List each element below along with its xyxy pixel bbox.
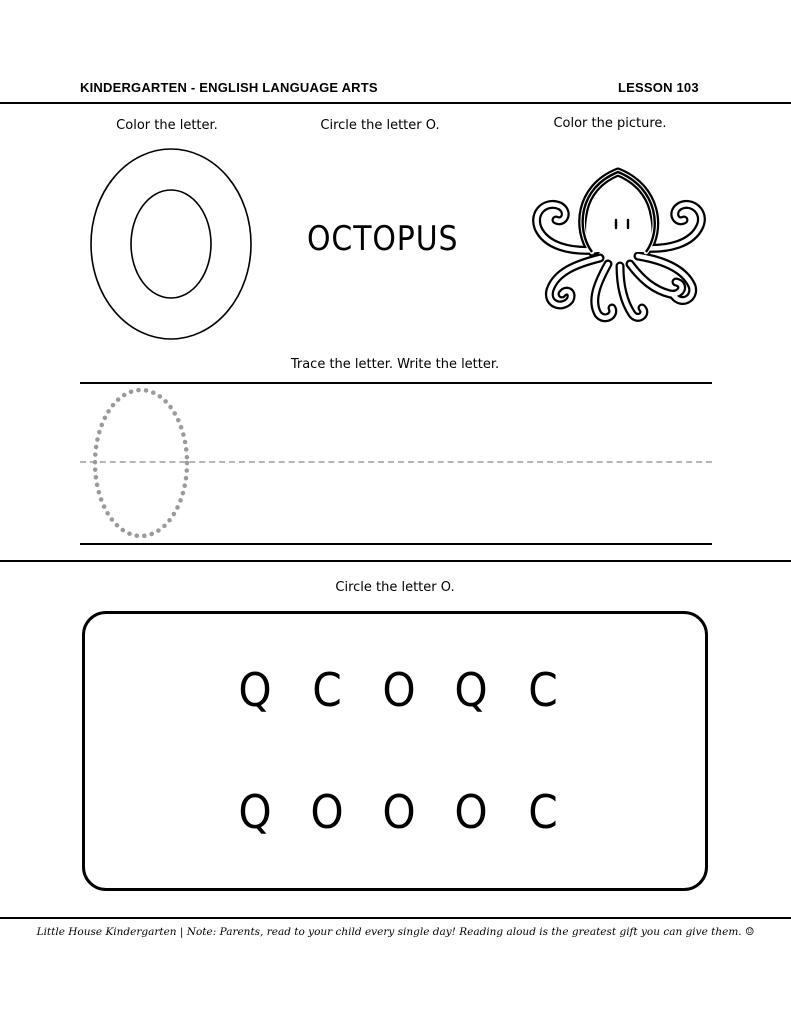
letter-row-1 <box>220 663 578 717</box>
trace-write-instruction: Trace the letter. Write the letter. <box>290 357 500 372</box>
letter-choice[interactable]: Q <box>238 663 272 717</box>
letter-choice[interactable]: O <box>310 785 344 839</box>
section-divider <box>0 560 791 562</box>
letter-choice[interactable]: C <box>528 785 558 839</box>
letter-choice[interactable]: O <box>382 663 416 717</box>
letter-choice[interactable]: C <box>528 663 558 717</box>
worksheet-title: KINDERGARTEN - ENGLISH LANGUAGE ARTS <box>80 80 378 95</box>
circle-letter-instruction: Circle the letter O. <box>320 118 440 133</box>
letter-choice[interactable]: O <box>382 785 416 839</box>
writing-baseline <box>80 543 712 545</box>
letter-choice-box <box>82 611 708 891</box>
letter-row-2 <box>220 785 578 839</box>
color-letter-instruction: Color the letter. <box>116 118 218 133</box>
octopus-icon <box>520 160 720 330</box>
letter-choice[interactable]: Q <box>454 663 488 717</box>
letter-choice[interactable]: C <box>312 663 342 717</box>
header-divider <box>0 102 791 104</box>
dotted-trace-letter-o <box>88 384 194 542</box>
footer-note: Little House Kindergarten | Note: Parents, read to your child every single day! Reading aloud is the greatest gift you can give them. ☺ <box>36 926 755 938</box>
letter-choice[interactable]: O <box>454 785 488 839</box>
circle-letter-o-instruction: Circle the letter O. <box>335 580 455 595</box>
target-word: OCTOPUS <box>307 219 459 259</box>
footer-divider <box>0 917 791 919</box>
lesson-number: LESSON 103 <box>618 80 699 95</box>
outline-letter-o <box>88 146 254 342</box>
color-picture-instruction: Color the picture. <box>553 116 667 131</box>
letter-choice[interactable]: Q <box>238 785 272 839</box>
